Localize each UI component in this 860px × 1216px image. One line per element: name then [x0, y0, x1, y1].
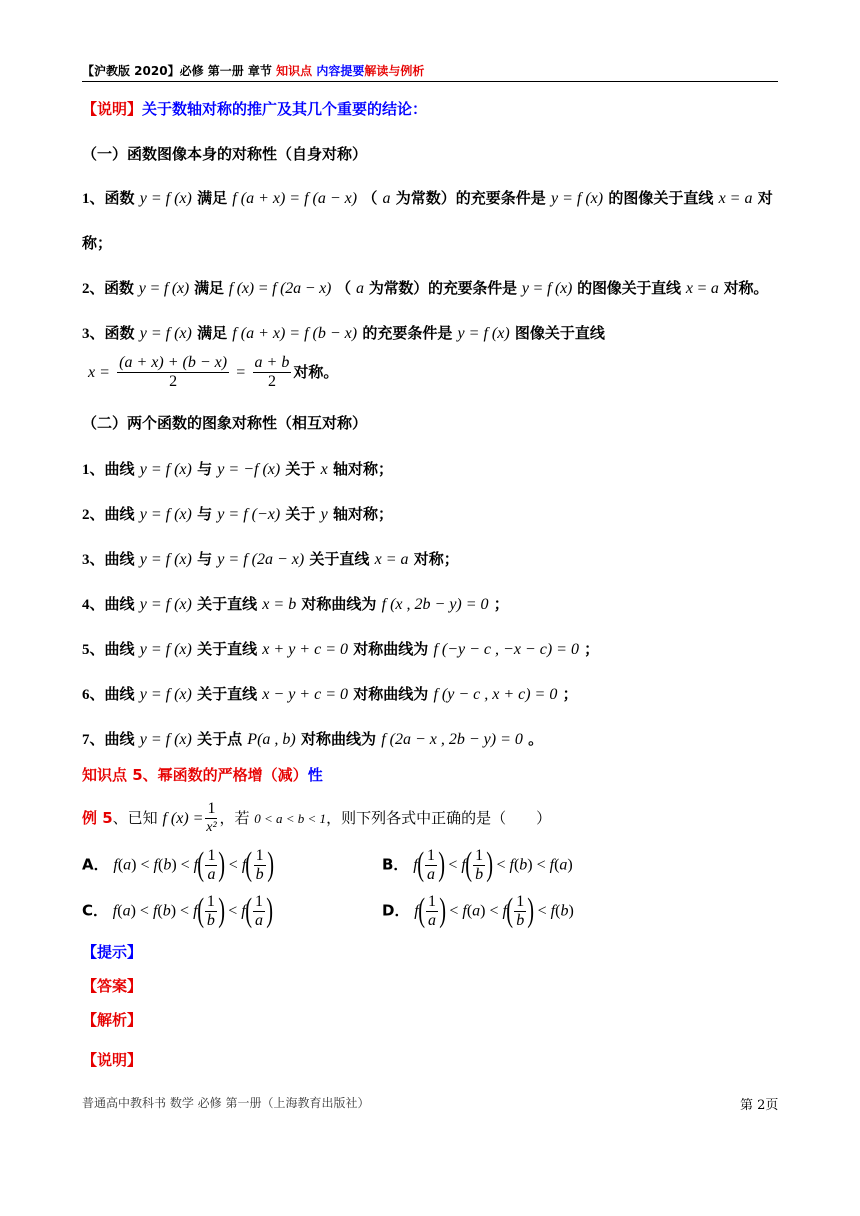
item-number: 5: [82, 642, 90, 658]
math-expr: x + y + c = 0: [262, 641, 348, 658]
option-label: D．: [382, 901, 410, 920]
fraction: [205, 800, 217, 837]
section1-item-3: [82, 322, 605, 343]
note-tag-bottom: 【说明】: [82, 1051, 143, 1069]
item-number: 7: [82, 732, 90, 748]
math-expr: x: [320, 461, 328, 478]
item-text: 、函数: [89, 324, 140, 342]
math-expr: 0 < a < b < 1: [254, 811, 327, 826]
note-text: 关于数轴对称的推广及其几个重要的结论：: [142, 100, 428, 118]
section2-item: [82, 503, 393, 524]
page-header: [82, 62, 424, 79]
math-expr: f (a + x) = f (a − x): [232, 190, 358, 207]
section2-item: [82, 593, 509, 614]
item-text: 、曲线: [89, 730, 140, 748]
section1-item-2: [82, 277, 768, 298]
example-text: ，则下列各式中正确的是（ ）: [326, 809, 552, 827]
option-label: B．: [382, 855, 409, 874]
option-label: C．: [82, 901, 109, 920]
math-expr: a: [355, 280, 364, 297]
math-expr: P(a , b): [247, 731, 296, 748]
option-a[interactable]: A． f(a) < f(b) < f( $\frac{1}{a}$ ) < f( $\frac{1}{b}$ ): [82, 846, 274, 883]
item-number: 2: [82, 281, 90, 297]
item-number: 2: [82, 507, 90, 523]
math-expr: f (y − c , x + c) = 0: [433, 686, 558, 703]
math-expr: f (x) =: [162, 810, 204, 827]
section2-item: [82, 638, 599, 659]
item-text: 为常数）的充要条件是: [363, 279, 522, 297]
item-text: 对称曲线为: [296, 595, 382, 613]
section2-item: [82, 548, 459, 569]
math-expr: y = f (x): [139, 731, 192, 748]
option-d[interactable]: D． f( $\frac{1}{a}$ ) < f(a) < f( $\frac{1}{b}$ ) < f(b): [382, 892, 574, 929]
header-analysis: 解读与例析: [364, 64, 425, 78]
option-b[interactable]: B． f( $\frac{1}{a}$ ) < f( $\frac{1}{b}$ ) < f(b) < f(a): [382, 846, 573, 883]
header-summary: 内容提要: [312, 64, 365, 78]
item-text: 关于: [280, 505, 321, 523]
item-text: ；: [488, 595, 509, 613]
section2-title: （二）两个函数的图象对称性（相互对称）: [82, 414, 368, 432]
item-text: 对称。: [293, 363, 339, 381]
math-expr: f (x) = f (2a − x): [228, 280, 332, 297]
footer-book-info: 普通高中教科书 数学 必修 第一册（上海教育出版社）: [82, 1096, 370, 1110]
math-expr: y = −f (x): [217, 461, 281, 478]
item-text: 。: [522, 730, 544, 748]
math-expr: y = f (x): [139, 190, 192, 207]
math-expr: f (a + x) = f (b − x): [232, 325, 358, 342]
fraction: $\frac{1}{a}$: [255, 892, 263, 929]
item-text: 关于直线: [191, 685, 263, 703]
page-number: 第 2页: [740, 1098, 779, 1113]
math-expr: y = f (x): [457, 325, 510, 342]
option-c[interactable]: C． f(a) < f(b) < f( $\frac{1}{b}$ ) < f( $\frac{1}{a}$ ): [82, 892, 274, 929]
kp-highlight: 严格增（减）: [217, 766, 308, 784]
fraction: $\frac{1}{b}$: [255, 846, 264, 883]
math-expr: f (2a − x , 2b − y) = 0: [381, 731, 523, 748]
section1-title: （一）函数图像本身的对称性（自身对称）: [82, 145, 368, 163]
math-expr: x =: [88, 364, 110, 381]
item-text: 对称曲线为: [295, 730, 382, 748]
math-expr: x − y + c = 0: [262, 686, 348, 703]
item-text: 与: [191, 505, 218, 523]
math-expr: =: [236, 364, 246, 381]
item-text: 对称曲线为: [348, 685, 434, 703]
section1-item-3-formula: [88, 354, 338, 391]
fraction-denominator: x²: [206, 820, 217, 835]
section2-item: [82, 683, 578, 704]
math-expr: f (−y − c , −x − c) = 0: [433, 641, 579, 658]
analysis-tag: 【解析】: [82, 1011, 143, 1029]
item-text: 与: [191, 550, 218, 568]
item-text: 、曲线: [89, 595, 140, 613]
item-text: 与: [191, 460, 218, 478]
math-expr: x = a: [718, 190, 753, 207]
knowledge-point-5: [82, 764, 323, 785]
math-expr: y = f (x): [521, 280, 573, 297]
item-text: （: [331, 279, 356, 297]
item-text: 对称曲线为: [348, 640, 434, 658]
math-expr: y = f (x): [139, 506, 192, 523]
section1-item-1-cont: 称；: [82, 234, 113, 252]
item-text: 满足: [191, 324, 233, 342]
example-label: 例 5: [82, 809, 113, 827]
example-text: 、已知: [112, 809, 163, 827]
header-book: 【沪教版 2020】必修 第一册 章节: [82, 64, 277, 78]
math-expr: y = f (x): [551, 190, 604, 207]
kp-suffix: 性: [307, 766, 323, 784]
fraction: [253, 354, 292, 391]
math-expr: a: [382, 190, 391, 207]
item-text: ；: [557, 685, 578, 703]
item-number: 4: [82, 597, 90, 613]
math-expr: y = f (−x): [217, 506, 281, 523]
section2-item: [82, 728, 543, 749]
fraction: $\frac{1}{b}$: [206, 892, 215, 929]
math-expr: x = a: [374, 551, 409, 568]
note-tag: 【说明】: [82, 100, 143, 118]
item-text: 、曲线: [89, 460, 140, 478]
item-text: 满足: [189, 279, 229, 297]
item-text: 、曲线: [89, 640, 140, 658]
item-text: 图像关于直线: [509, 324, 605, 342]
item-text: 轴对称；: [327, 505, 393, 523]
item-text: 、函数: [89, 279, 139, 297]
math-expr: y: [320, 506, 328, 523]
item-text: 对称；: [408, 550, 459, 568]
math-expr: x = a: [685, 280, 719, 297]
math-expr: y = f (x): [138, 280, 190, 297]
math-expr: y = f (x): [139, 551, 192, 568]
math-expr: y = f (x): [139, 461, 192, 478]
item-text: 的图像关于直线: [603, 189, 719, 207]
answer-tag: 【答案】: [82, 977, 143, 995]
header-rule: [82, 81, 778, 82]
item-text: 关于直线: [191, 640, 263, 658]
option-label: A．: [82, 855, 109, 874]
fraction: $\frac{1}{a}$: [428, 892, 437, 929]
item-text: 为常数）的充要条件是: [390, 189, 551, 207]
item-number: 1: [82, 191, 90, 207]
math-expr: f (x , 2b − y) = 0: [381, 596, 489, 613]
section2-item: [82, 458, 393, 479]
fraction-numerator: a + b: [254, 354, 290, 371]
fraction-denominator: 2: [169, 373, 178, 390]
item-text: 的图像关于直线: [572, 279, 686, 297]
item-text: 、曲线: [89, 550, 140, 568]
item-text: 、曲线: [89, 685, 140, 703]
item-text: 关于点: [191, 730, 248, 748]
fraction: $\frac{1}{a}$: [207, 846, 216, 883]
item-text: （: [357, 189, 383, 207]
example-text: ，若: [219, 809, 255, 827]
item-number: 6: [82, 687, 90, 703]
math-expr: x = b: [262, 596, 297, 613]
item-number: 3: [82, 326, 90, 342]
item-text: 的充要条件是: [357, 324, 458, 342]
item-text: ；: [578, 640, 600, 658]
header-knowledge: 知识点: [276, 64, 313, 78]
math-expr: y = f (x): [139, 596, 192, 613]
fraction-numerator: (a + x) + (b − x): [119, 354, 228, 371]
kp-title: 知识点 5、幂函数的: [82, 766, 218, 784]
fraction-denominator: 2: [267, 373, 276, 390]
fraction: $\frac{1}{a}$: [427, 846, 435, 883]
item-text: 关于直线: [304, 550, 375, 568]
item-text: 轴对称；: [327, 460, 393, 478]
fraction: $\frac{1}{b}$: [516, 892, 525, 929]
item-number: 3: [82, 552, 90, 568]
item-number: 1: [82, 462, 90, 478]
math-expr: y = f (x): [139, 641, 192, 658]
fraction-numerator: 1: [207, 800, 216, 817]
section1-item-1: [82, 187, 773, 208]
note-title: [82, 98, 427, 119]
item-text: 关于直线: [191, 595, 263, 613]
item-text: 满足: [191, 189, 233, 207]
math-expr: y = f (x): [139, 686, 192, 703]
item-text: 对称。: [718, 279, 769, 297]
fraction: [117, 354, 229, 391]
item-text: 、曲线: [89, 505, 140, 523]
item-text: 、函数: [89, 189, 140, 207]
math-expr: y = f (x): [139, 325, 192, 342]
math-expr: y = f (2a − x): [217, 551, 305, 568]
item-text: 对: [752, 189, 773, 207]
fraction: $\frac{1}{b}$: [475, 846, 484, 883]
example-5: [82, 800, 551, 837]
hint-tag: 【提示】: [82, 943, 143, 961]
item-text: 关于: [280, 460, 321, 478]
